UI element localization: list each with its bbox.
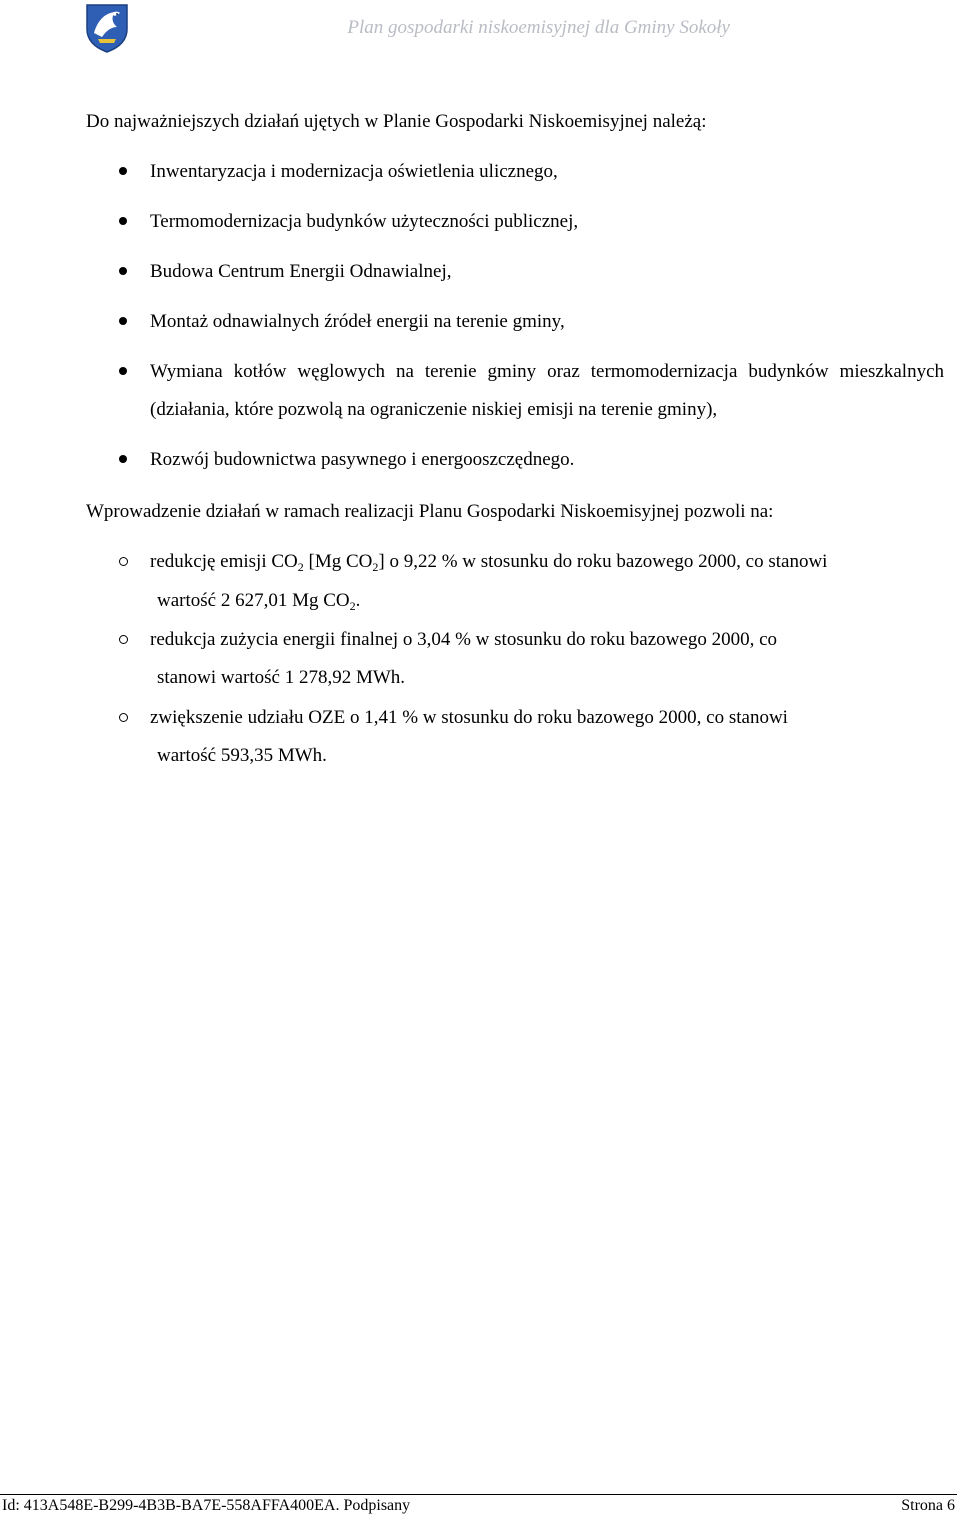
list-item: Inwentaryzacja i modernizacja oświetlenia ulicznego, xyxy=(86,153,944,203)
list-item: Termomodernizacja budynków użyteczności publicznej, xyxy=(86,203,944,253)
list-item: redukcję emisji $CO_2$ [Mg $CO_2$] o 9,22 % w stosunku do roku bazowego 2000, co stanowi wartość 2 627,01 Mg $CO_2$. xyxy=(86,543,944,621)
effects-intro: Wprowadzenie działań w ramach realizacji Planu Gospodarki Niskoemisyjnej pozwoli na: xyxy=(86,501,774,522)
list-item: zwiększenie udziału OZE o 1,41 % w stosunku do roku bazowego 2000, co stanowi wartość 593,35 MWh. xyxy=(86,699,944,777)
effects-list xyxy=(86,543,944,777)
bullet-icon xyxy=(119,267,127,275)
list-item: Wymiana kotłów węglowych na terenie gminy oraz termomodernizacja budynków mieszkalnych (działania, które pozwolą na ograniczenie niskiej emisji na terenie gminy), xyxy=(86,353,944,441)
bullet-icon xyxy=(119,635,128,644)
bullet-icon xyxy=(119,713,128,722)
header-title: Plan gospodarki niskoemisyjnej dla Gminy Sokoły xyxy=(347,17,730,38)
document-id: Id: 413A548E-B299-4B3B-BA7E-558AFFA400EA. Podpisany xyxy=(2,1497,411,1514)
bullet-icon xyxy=(119,317,127,325)
list-item: redukcja zużycia energii finalnej o 3,04 % w stosunku do roku bazowego 2000, co stanowi wartość 1 278,92 MWh. xyxy=(86,621,944,699)
actions-list xyxy=(86,153,944,491)
bullet-icon xyxy=(119,217,127,225)
bullet-icon xyxy=(119,167,127,175)
bullet-icon xyxy=(119,367,127,375)
list-item: Montaż odnawialnych źródeł energii na terenie gminy, xyxy=(86,303,944,353)
bullet-icon xyxy=(119,455,127,463)
page-number: Strona 6 xyxy=(901,1497,955,1514)
list-item: Budowa Centrum Energii Odnawialnej, xyxy=(86,253,944,303)
list-item: Rozwój budownictwa pasywnego i energooszczędnego. xyxy=(86,441,944,491)
bullet-icon xyxy=(119,557,128,566)
intro-paragraph: Do najważniejszych działań ujętych w Planie Gospodarki Niskoemisyjnej należą: xyxy=(86,111,707,132)
coat-of-arms-icon xyxy=(84,3,130,53)
footer-divider xyxy=(0,1494,957,1495)
